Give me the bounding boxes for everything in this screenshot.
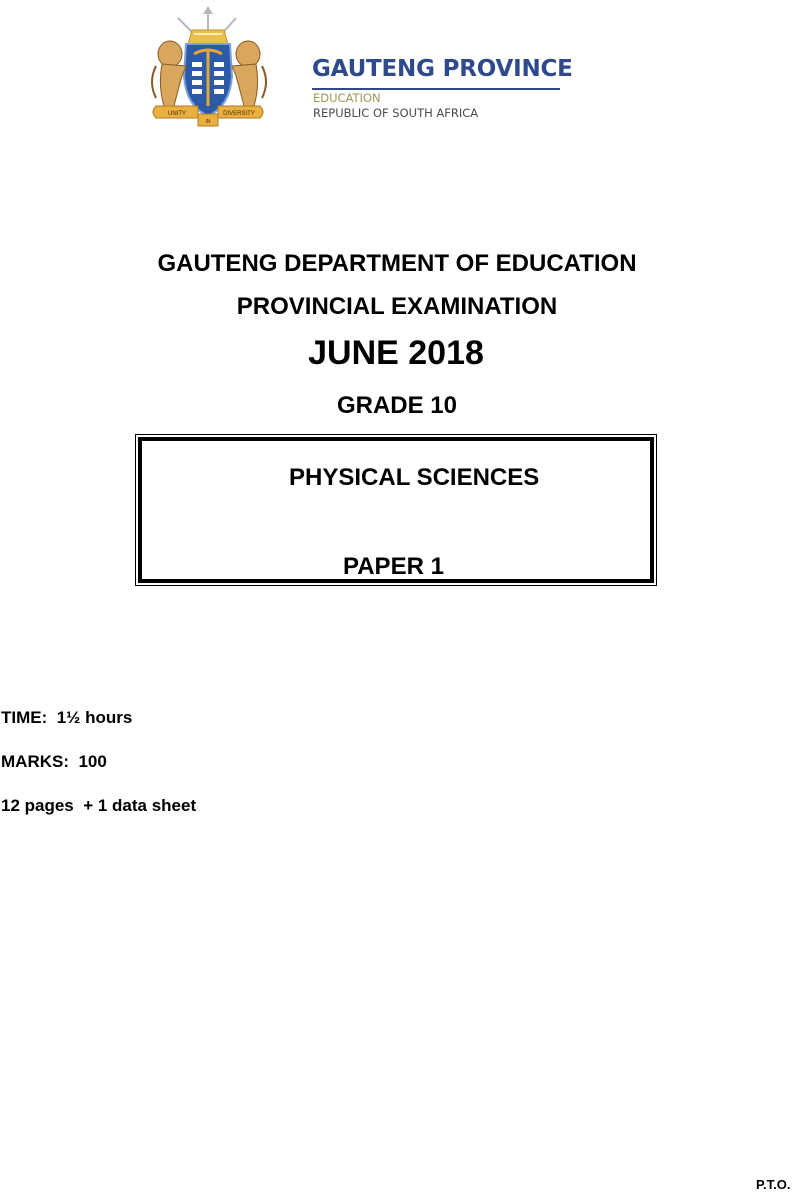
exam-marks: MARKS: 100 — [1, 752, 107, 771]
exam-type-heading: PROVINCIAL EXAMINATION — [236, 293, 558, 320]
svg-text:DIVERSITY: DIVERSITY — [223, 111, 255, 117]
brand-divider — [312, 88, 560, 90]
page-count: 12 pages + 1 data sheet — [1, 796, 197, 815]
svg-text:IN: IN — [205, 119, 211, 125]
paper-number: PAPER 1 — [343, 553, 444, 580]
exam-date-heading: JUNE 2018 — [308, 334, 484, 372]
grade-heading: GRADE 10 — [336, 392, 458, 419]
subject-title: PHYSICAL SCIENCES — [289, 464, 540, 491]
brand-title: GAUTENG PROVINCE — [312, 56, 573, 82]
exam-time: TIME: 1½ hours — [1, 708, 133, 727]
svg-text:UNITY: UNITY — [168, 111, 186, 117]
coat-of-arms-icon — [148, 6, 306, 134]
brand-country: REPUBLIC OF SOUTH AFRICA — [313, 106, 479, 120]
brand-subtitle: EDUCATION — [313, 91, 381, 105]
department-heading: GAUTENG DEPARTMENT OF EDUCATION — [157, 250, 637, 277]
please-turn-over: P.T.O. — [756, 1177, 791, 1192]
